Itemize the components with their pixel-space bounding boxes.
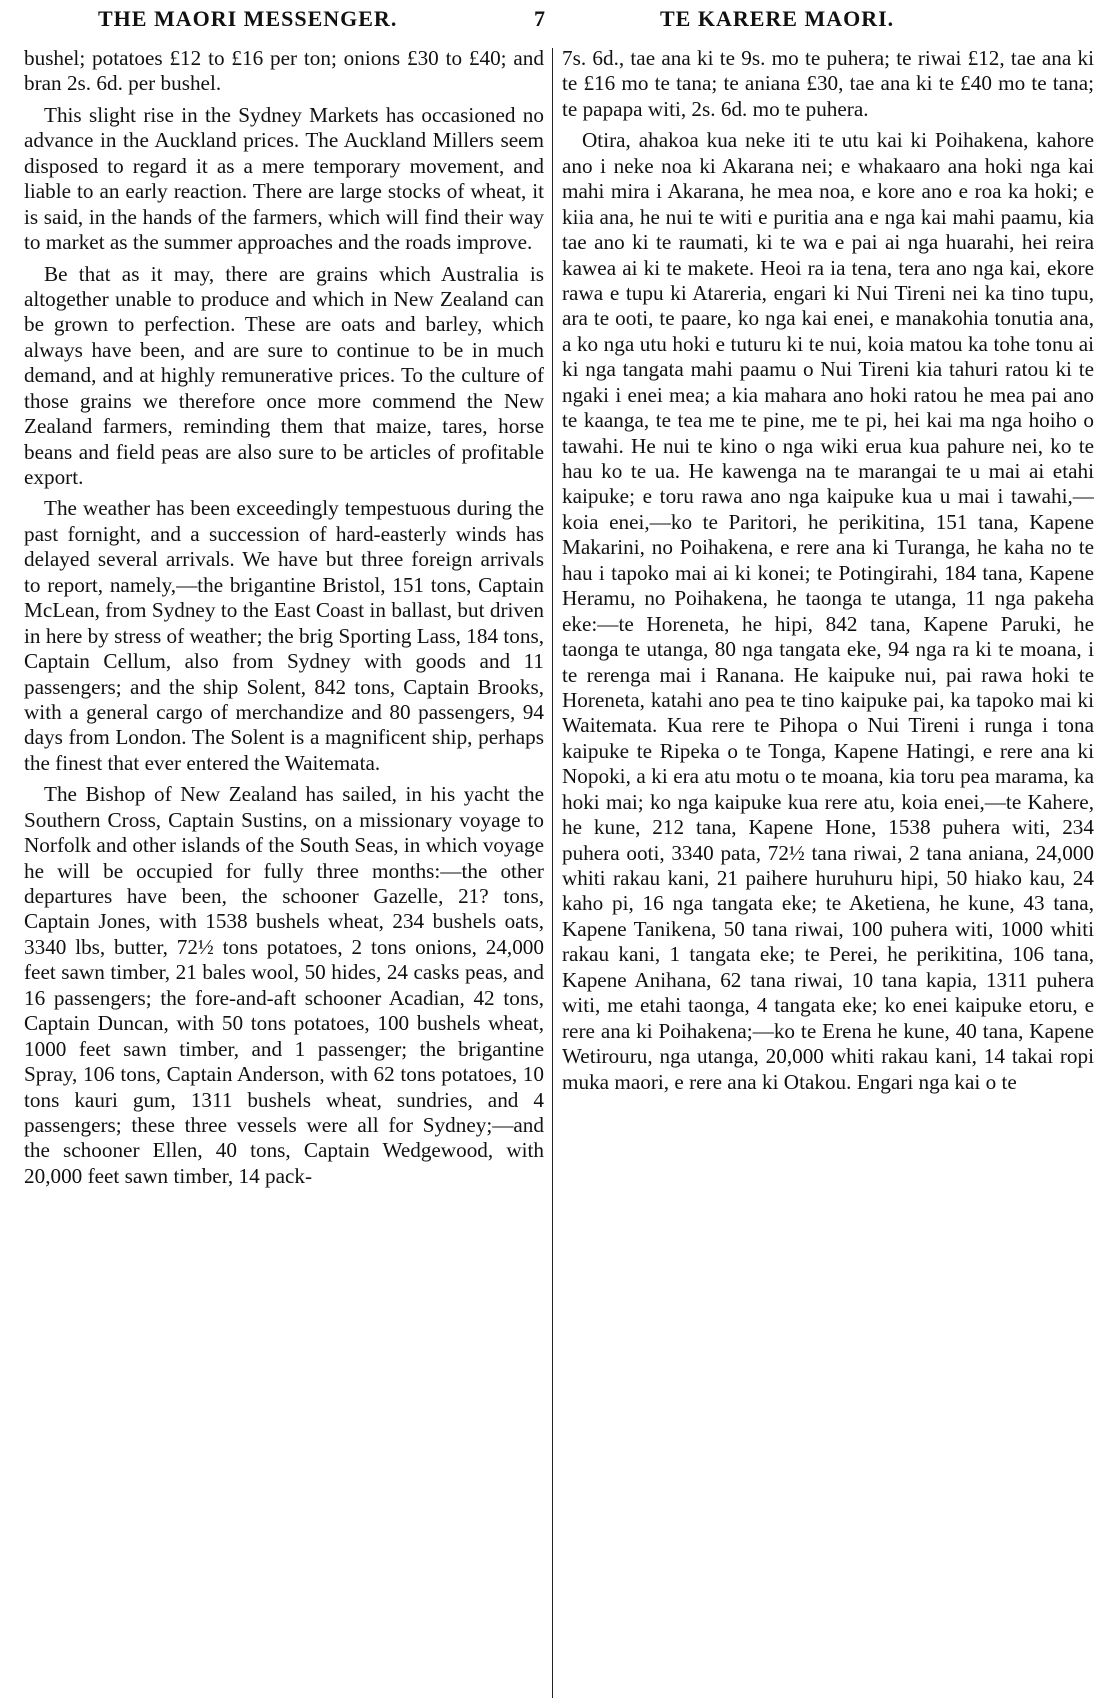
english-paragraph: Be that as it may, there are grains which Australia is altogether unable to produce and which in New Zealand can be grown to perfection. These are oats and barley, which always have been, and are sure to continue to be in much demand, and at highly remunerative prices. To the culture of those grains we therefore once more commend the New Zealand farmers, reminding them that maize, tares, horse beans and field peas are also sure to be articles of profitable export. [24, 261, 544, 489]
english-paragraph: The Bishop of New Zealand has sailed, in his yacht the Southern Cross, Captain Sustins, on a missionary voyage to Norfolk and other islands of the South Seas, in which voyage he will be occupied for fully three months:—the other departures have been, the schooner Gazelle, 21? tons, Captain Jones, with 1538 bushels wheat, 234 bushels oats, 3340 lbs, butter, 72½ tons potatoes, 2 tons onions, 24,000 feet sawn timber, 21 bales wool, 50 hides, 24 casks peas, and 16 passengers; the fore-and-aft schooner Acadian, 42 tons, Captain Duncan, with 50 tons potatoes, 100 bushels wheat, 1000 feet sawn timber, and 1 passenger; the brigantine Spray, 106 tons, Captain Anderson, with 62 tons potatoes, 10 tons kauri gum, 1311 bushels wheat, sundries, and 4 passengers; these three vessels were all for Sydney;—and the schooner Ellen, 40 tons, Captain Wedgewood, with 20,000 feet sawn timber, 14 pack- [24, 782, 544, 1188]
english-paragraph: bushel; potatoes £12 to £16 per ton; onions £30 to £40; and bran 2s. 6d. per bushel. [24, 46, 544, 96]
maori-paragraph: Otira, ahakoa kua neke iti te utu kai ki Poihakena, kahore ano i neke noa ki Akarana nei; e whakaaro ana hoki nga kai mahi mira i Akarana, he mea noa, e kore ano e roa ka hoki; e kiia ana, he nui te witi e puritia ana e nga kai mahi paamu, kia tae ano ki te raumati, ki te wa e pai ai nga huarahi, hei reira kawea ai ki te makete. Heoi ra ia tena, tera ano nga kai, ekore rawa e tupu ki Atareria, engari ki Nui Tireni nei ka tino tupu, ara te ooti, te paare, ko nga kai enei, e manakohia tonutia ana, a ko nga utu hoki e tuturu ki te nui, koia matou ka tohe tonu ai ki nga tangata mahi paamu o Nui Tireni kia tahuri ratou ki te ngaki i enei mea; a kia mahara ano hoki ratou he mea pai ano te kaanga, te tea me te pine, me te pi, hei kai ma nga hoiho o tawahi. He nui te kino o nga wiki erua kua pahure nei, ko te hau ko te ua. He kawenga na te marangai te u mai ai etahi kaipuke; e toru rawa ano nga kaipuke kua u mai i tawahi,—koia enei,—ko te Paritori, he perikitina, 151 tana, Kapene Makarini, no Poihakena, e rere ana ki Turanga, he kaha no te hau i tapoko mai ai ki konei; te Potingirahi, 184 tana, Kapene Heramu, no Poihakena, he taonga te utanga, 11 nga pakeha eke:—te Horeneta, he hipi, 842 tana, Kapene Paruki, he taonga te utanga, 80 nga tangata eke, 94 nga ra ki te moana, i te rerenga mai i Ranana. He kaipuke nui, pai rawa hoki te Horeneta, katahi ano pea te tino kaipuke pai, ka tapoko mai ki Waitemata. Kua rere te Pihopa o Nui Tireni i runga i tona kaipuke te Ripeka o te Tonga, Kapene Hatingi, e rere ana ki Nopoki, a ki era atu motu o te moana, kia toru pea marama, ka hoki mai; ko nga kaipuke kua rere atu, koia enei,—te Kahere, he kune, 212 tana, Kapene Hone, 1538 puhera witi, 234 puhera ooti, 3340 pata, 72½ tana riwai, 2 tana aniana, 24,000 whiti rakau kani, 21 paihere huruhuru hipi, 50 hiako kau, 24 kaho pi, 16 nga tangata eke; te Aketiena, he kune, 43 tana, Kapene Tanikena, 50 tana riwai, 100 puhera witi, 1000 whiti rakau kani, 1 tangata eke; te Perei, he perikitina, 106 tana, Kapene Anihana, 62 tana riwai, 10 tana kapia, 1311 puhera witi, me etahi taonga, 4 tangata eke; ko enei kaipuke etoru, e rere ana ki Poihakena;—ko te Erena he kune, 40 tana, Kapene Wetirouru, nga utanga, 20,000 whiti rakau kani, 14 takai ropi muka maori, e rere ana ki Otakou. Engari nga kai o te [562, 128, 1094, 1094]
maori-column [562, 46, 1094, 1702]
english-column [24, 46, 544, 1702]
page-header [0, 0, 1114, 44]
page-number: 7 [534, 6, 546, 31]
maori-paragraph: 7s. 6d., tae ana ki te 9s. mo te puhera; te riwai £12, tae ana ki te £16 mo te tana; te aniana £30, tae ana ki te £40 mo te tana; te papapa witi, 2s. 6d. mo te puhera. [562, 46, 1094, 121]
english-paragraph: This slight rise in the Sydney Markets has occasioned no advance in the Auckland prices. The Auckland Millers seem disposed to regard it as a mere temporary movement, and liable to an early reaction. There are large stocks of wheat, it is said, in the hands of the farmers, which will find their way to market as the summer approaches and the roads improve. [24, 102, 544, 255]
column-divider [552, 48, 553, 1698]
maori-masthead: TE KARERE MAORI. [660, 6, 895, 31]
english-masthead: THE MAORI MESSENGER. [98, 6, 398, 31]
english-paragraph: The weather has been exceedingly tempestuous during the past fornight, and a succession of hard-easterly winds has delayed several arrivals. We have but three foreign arrivals to report, namely,—the brigantine Bristol, 151 tons, Captain McLean, from Sydney to the East Coast in ballast, but driven in here by stress of weather; the brig Sporting Lass, 184 tons, Captain Cellum, also from Sydney with goods and 11 passengers; and the ship Solent, 842 tons, Captain Brooks, with a general cargo of merchandize and 80 passengers, 94 days from London. The Solent is a magnificent ship, perhaps the finest that ever entered the Waitemata. [24, 496, 544, 775]
